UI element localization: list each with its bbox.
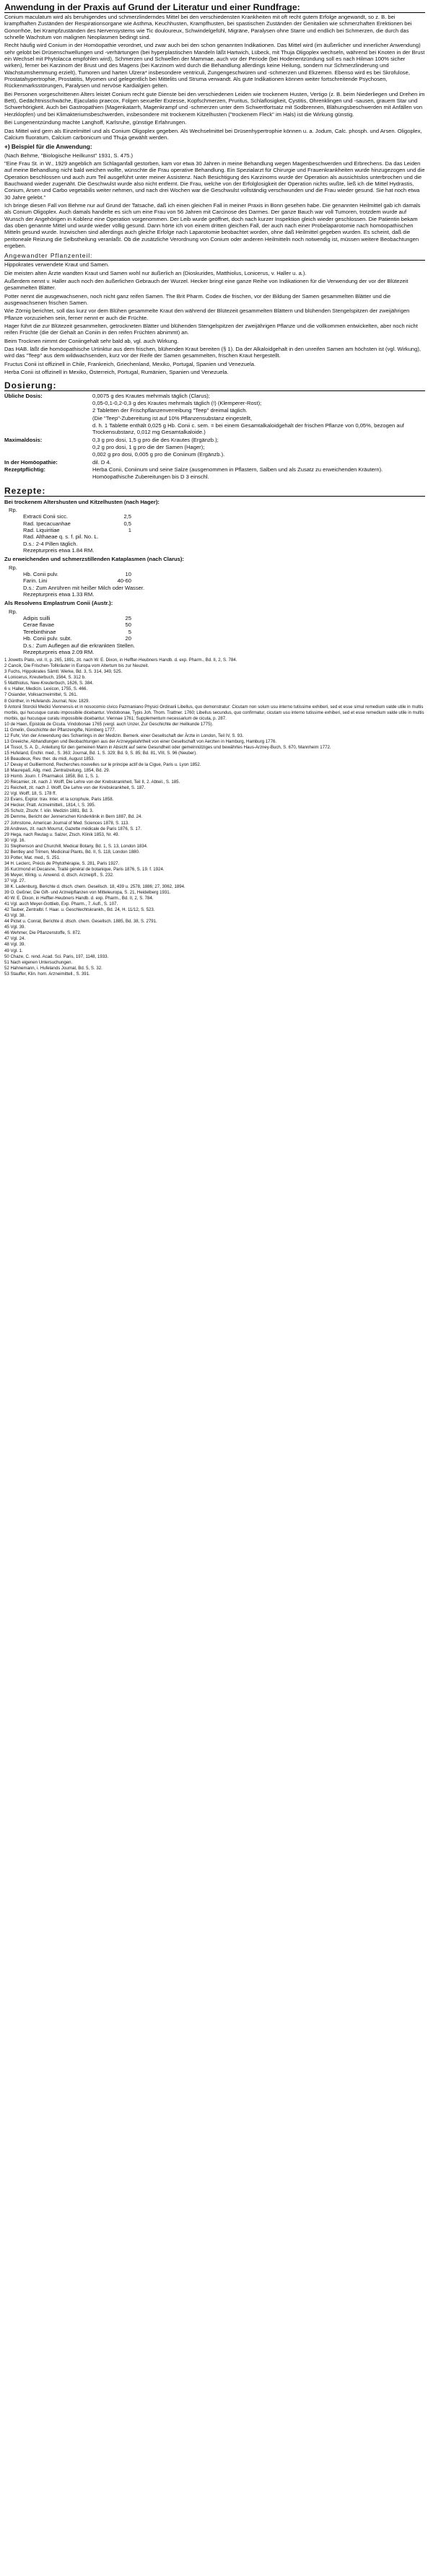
recipe-line xyxy=(9,642,425,649)
reference-item: 6 v. Haller, Medicin. Lexicon, 1755, S. 466. xyxy=(4,686,88,692)
plant-part-heading: Angewandter Pflanzenteil: xyxy=(4,252,425,261)
ingredient-name: Terebinthinae xyxy=(23,628,56,635)
ingredient-name: Rezepturpreis etwa 2.09 RM. xyxy=(23,648,95,655)
ingredient-quantity: 25 xyxy=(125,615,131,622)
recipe-line xyxy=(9,621,425,628)
recipe-line xyxy=(9,513,425,520)
recipe-line xyxy=(9,571,425,577)
reference-item: 20 Récamier, zit. nach J. Wolff, Die Lehre von der Krebskrankheit, Teil II, 2. Abteil., S. 185. xyxy=(4,780,180,785)
reference-item: 39 O. Geßner, Die Gift- und Arzneipflanzen von Mitteleuropa, S. 21, Heidelberg 1931. xyxy=(4,890,171,896)
example-block xyxy=(4,144,425,249)
intro-paragraph: Conium maculatum wird als beruhigendes und schmerzlinderndes Mittel bei den verschiedensten Krankheiten mit oft recht gutem Erfolge angewandt, so z. B. bei krampfhaften Zuständen der Respirationsorgane wie Asthma, Keuchhusten, Krampfhusten, bei spastischen Zuständen der Genitalien wie schmerzhaften Erektionen bei Gonorrhöe, bei Krampfzuständen des Nervensystems wie Tic douloureux, Schwindelgefühl, Migräne, Paralysen ohne Starre und endlich bei Schmerzen, die durch das schnelle Wachstum von malignen Neoplasmen bedingt sind. xyxy=(4,14,412,41)
document-page xyxy=(4,0,425,977)
ingredient-quantity: 0,5 xyxy=(123,520,131,527)
reference-item: 12 Fuhr, Von der Anwendung des Schierlings in der Medizin. Bemerk. einer Gesellschaft der Ärzte in London, Teil IV, S. 93. xyxy=(4,733,244,738)
dosage-row xyxy=(4,466,425,481)
reference-item: 1 Jowetts Plato, vol. II, p. 265, 1891, zit. nach W. E. Dixon, in Heffter-Heubners Handb. d. exp. Pharm., Bd. II, 2, S. 784. xyxy=(4,658,237,663)
reference-item: 13 Greeiche, Abhandlungen und Beobachtungen aus der Arzneygelahrtheit von einer Gesellschaft von Aerzten in Hamburg, Hamburg 1776. xyxy=(4,738,277,744)
recipe-line xyxy=(9,527,425,533)
recipes-list xyxy=(4,499,425,656)
dosage-line: 0,2 g pro dosi, 1 g pro die der Samen (Hager); xyxy=(92,443,205,450)
recipe-line xyxy=(9,615,425,621)
ingredient-quantity: 50 xyxy=(125,621,131,629)
reference-item: 7 Osiander, Volksarzneimittel, S. 261. xyxy=(4,692,78,698)
plant-part-paragraph: Hager führt die zur Blütezeit gesammelten, getrockneten Blätter und blühenden Stengelspitzen der zweijährigen Pflanze und die vollkommen entwickelten, aber noch nicht reifen Früchte (die der Gehalt an Coniin in den reifen Früchten abnimmt) an. xyxy=(4,323,418,336)
reference-item: 50 Chaze, C. rend. Acad. Sci. Paris, 197, 1148, 1933. xyxy=(4,953,109,959)
recipes-heading: Rezepte: xyxy=(4,486,425,497)
ingredient-name: Hb. Conii pulv. xyxy=(23,571,58,578)
reference-item: 18 Maurepaß, Allg. med. Zentralzeitung, 1854, Bd. 29. xyxy=(4,768,110,774)
ingredient-quantity: 5 xyxy=(128,628,131,635)
ingredient-quantity: 1 xyxy=(128,527,131,533)
recipe-line xyxy=(9,585,425,591)
dosage-row xyxy=(4,437,425,459)
reference-item: 47 Vgl. 24. xyxy=(4,936,26,942)
ingredient-name: Cerae flavae xyxy=(23,621,55,629)
reference-item: 5 Matthiolus, New-Kreuterbuch, 1626, S. 384. xyxy=(4,681,94,686)
dosage-row xyxy=(4,393,425,437)
recipe-title: Zu erweichenden und schmerzstillenden Kataplasmen (nach Clarus): xyxy=(4,556,184,563)
dosage-label: Übliche Dosis: xyxy=(4,392,43,399)
intro-paragraph: Bei Personen vorgeschrittenen Alters leistet Conium recht gute Dienste bei den verschiedenen Leiden wie trockenem Husten, Vertigo (z. B. beim Niederliegen und Drehen im Bett), Gedächtnisschwäche, Ejaculatio praecox, Folgen sexueller Exzesse, Kopfschmerzen, Pruritus, Schlaflosigkeit, Cystitis, Ohrenklingen und -sausen, grauem Star und Schwerhörigkeit. Auch bei Gastropathien (Magenkatarrh, Magenkrampf und -schmerzen unter dem Schwertfortsatz mit Sodbrennen, Blähungsbeschwerden mit Anfällen von Herzklopfen) und bei Klimakteriumsbeschwerden, insbesondere mit trockenem Kitzelhusten ("trockenem Fleck" im Hals) ist die Wirkung günstig. xyxy=(4,90,425,118)
ingredient-name: Farin. Lini xyxy=(23,577,48,585)
dosage-line: 0,002 g pro dosi, 0,005 g pro die Coniinum (Ergänzb.). xyxy=(92,451,225,458)
reference-item: 17 Devay et Guilliermond, Recherches nouvelles sur le principe actif de la Cigue, Paris u. Lyon 1852. xyxy=(4,762,201,768)
dosage-label: In der Homöopathie: xyxy=(4,458,58,466)
reference-item: 27 Johnstone, American Journal of Med. Sciences 1878, S. 113. xyxy=(4,820,129,826)
recipe-line xyxy=(9,507,425,513)
plant-part-paragraph: Außerdem nennt v. Haller auch noch den äußerlichen Gebrauch der Wurzel. Hecker bringt eine ganze Reihe von Indikationen für die Verwendung der vor der Blütezeit gesammelten Blätter. xyxy=(4,278,409,292)
ingredient-quantity: 40-60 xyxy=(117,577,131,585)
recipe-body xyxy=(4,608,425,655)
ingredient-quantity: 2,5 xyxy=(123,513,131,520)
reference-item: 53 Stauffer, Klin. hom. Arzneimittell., S. 391. xyxy=(4,971,90,977)
reference-item: 11 Gmelin, Geschichte der Pflanzengifte, Nürnberg 1777. xyxy=(4,727,116,733)
ingredient-name: Rp. xyxy=(9,564,17,571)
reference-item: 16 Beaudeux, Rev. ther. du midi, August 1853. xyxy=(4,756,95,761)
reference-item: 44 Pictet u. Conrat, Berichte d. dtsch. chem. Gesellsch. 1885, Bd. 38, S. 2791. xyxy=(4,919,157,925)
intro-paragraph: Bei Lungenentzündung machte Langhoff, Karlsruhe, günstige Erfahrungen. xyxy=(4,119,187,126)
dosage-line: Herba Conii, Coniinum und seine Salze (ausgenommen in Pflastern, Salben und als Zusatz zu erweichenden Kräutern). xyxy=(92,466,383,473)
reference-item: 37 Vgl. 27. xyxy=(4,878,26,883)
dosage-label: Rezeptpflichtig: xyxy=(4,466,45,473)
ingredient-name: D.s.: Zum Auflegen auf die erkrankten Stellen. xyxy=(23,642,135,649)
reference-item: 15 Hufeland, Enchir. med., S. 363; Journal, Bd. 1, S. 329; Bd. 9, S. 85; Bd. 81, VIII, S. 96 (Neuber). xyxy=(4,750,197,756)
dosage-heading: Dosierung: xyxy=(4,380,425,391)
reference-item: 26 Demme, Bericht der Jennerschen Kinderklinik in Bern 1887, Bd. 24. xyxy=(4,814,143,820)
example-heading: +) Beispiel für die Anwendung: xyxy=(4,143,92,151)
ingredient-name: Rad. Liquiritiae xyxy=(23,527,60,533)
plant-part-paragraph: Potter nennt die ausgewachsenen, noch nicht ganz reifen Samen. The Brit Pharm. Codex die frischen, vor der Bildung der Samen gesammelten Blätter und die ausgewachsenen frischen Samen. xyxy=(4,292,391,307)
reference-item: 35 Kurzmond et Decaisne, Traité général de botanique, Paris 1876, S. 19. f. 1924. xyxy=(4,866,165,872)
example-paragraph: Ich bringe diesen Fall von Behme nur auf Grund der Tatsache, daß ich einen gleichen Fall in meiner Praxis in Bonn gesehen habe. Die genannten Heilmittel gab ich damals als Conium Oligoplex. Auch damals handelte es sich um eine Frau von 56 Jahren mit Carcinose des Darmes. Der ganze Bauch war voll Tumoren, trotzdem wurde auf Wunsch der Angehörigen in Koblenz eine Operation vorgenommen. Der Leib wurde geöffnet, doch nach kurzer Inspektion gleich wieder geschlossen. Die Patientin bekam das oben genannte Mittel und wurde wieder völlig gesund. Dann hörte ich von einem dritten gleichen Fall, der auch nach einer Probelaparotomie nach homöopathischen Mitteln gesund wurde. Inzwischen sind allerdings auch gleiche Erfolge nach Laparotomie beobachtet worden, ohne daß Heilmittel gegeben wurden. Es scheint, daß die peritoneale Reizung die Selbstheilung veranlaßt. Ob die zusätzliche Verordnung von Conium oder anderen Heilmitteln noch notwendig ist, müssen weitere Beobachtungen ergeben. xyxy=(4,201,421,249)
ingredient-name: Hb. Conii pulv. subt. xyxy=(23,635,72,642)
dosage-line: 0,0075 g des Krautes mehrmals täglich (Clarus); xyxy=(92,392,210,399)
plant-part-paragraph: Das HAB. läßt die homöopathische Urtinktur aus dem frischen, blühenden Kraut bereiten (§ 1). Da der Alkaloidgehalt in den unreifen Samen am höchsten ist (vgl. Wirkung), wird das "Teep" aus dem wildwachsenden, kurz vor der Reife der Samen gesammelten, frischen Kraut hergestellt. xyxy=(4,346,422,359)
ingredient-name: Rezepturpreis etwa 1.84 RM. xyxy=(23,547,95,554)
recipe-line xyxy=(9,635,425,642)
reference-item: 52 Hahnemann, i. Hufelands Journal, Bd. 5, S. 32. xyxy=(4,965,102,971)
plant-part-paragraph: Hippokrates verwendete Kraut und Samen. xyxy=(4,261,110,268)
references-list xyxy=(4,658,425,977)
recipe-line xyxy=(9,629,425,635)
reference-item: 23 Evans, Explor. trav. Inter. et la scrophule, Paris 1858. xyxy=(4,797,114,803)
dosage-line: 0,3 g pro dosi, 1,5 g pro die des Krautes (Ergänzb.); xyxy=(92,436,219,443)
ingredient-name: Adipis suilli xyxy=(23,615,51,622)
ingredient-name: Extracti Conii sicc. xyxy=(23,513,69,520)
reference-item: 19 Homb. Journ. f. Pharmakol. 1858, Bd. 1, S. 1. xyxy=(4,774,100,780)
recipe-body xyxy=(4,507,425,554)
recipe-line xyxy=(9,649,425,655)
reference-item: 45 Vgl. 39. xyxy=(4,925,26,930)
reference-item: 41 Vgl. auch Meyer-Gottlieb, Exp. Pharm., 7. Aufl., S. 107. xyxy=(4,901,118,907)
ingredient-name: D.s.: Zum Anrühren mit heißer Milch oder Wasser. xyxy=(23,584,145,591)
reference-item: 49 Vgl. 1. xyxy=(4,948,23,953)
recipe-body xyxy=(4,564,425,598)
reference-item: 30 Vgl. 16. xyxy=(4,837,26,843)
reference-item: 9 Antonii Storckii Medici Viennensis et in nosocomio civico Pazmaniano Physici Ordinarii Libellus, quo demonstratur: Cicutam non solum usu interno tutissime exhiberi, sed et esse simul remedium valde utile in multis morbis, qui hucusque curatu impossibile dicebantur. Vindobonae, Typis Joh. Thom. Trattner. 1760; Libellus secundus, quo confirmatur, cicutam usu interno tutissime exhiberi, sed et esse remedium valde utile in multis morbis, qui hucusque curatu impossibile dicebantur. Viennae 1761; Supplementum necessarium de cicuta, p. 287. xyxy=(4,704,424,721)
reference-item: 51 Nach eigenen Untersuchungen. xyxy=(4,959,73,965)
dosage-line: d. h. 1 Tablette enthält 0,025 g Hb. Conii c. sem. = bei einem Gesamtalkaloidgehalt der frischen Pflanze von 0,05%, bezogen auf Trockensubstanz, 0,012 mg Gesamtalkaloide.) xyxy=(92,422,404,436)
reference-item: 3 Fuchs, Hippokrates Sämtl. Werke, Bd. 3, S. 314, 349, 525. xyxy=(4,669,123,675)
ingredient-name: Rezepturpreis etwa 1.33 RM. xyxy=(23,591,95,598)
recipe-line xyxy=(9,547,425,554)
reference-item: 21 Reichelt, zit. nach J. Wolff, Die Lehre von der Krebskrankheit, S. 187. xyxy=(4,785,146,791)
reference-item: 14 Tissot, S. A. D., Anleitung für den gemeinen Mann in Absicht auf seine Gesundheit oder gemeinnütziges und bewährtes Haus-Arzney-Buch, S. 670, Mannheim 1772. xyxy=(4,744,331,750)
reference-item: 33 Potter, Mat. med., S. 251. xyxy=(4,855,61,860)
plant-part-paragraph: Wie Zörnig berichtet, soll das kurz vor dem Blühen gesammelte Kraut den während der Blütezeit gesammelten Blättern und blühenden Stengelspitzen der zweijährigen Pflanze vorzuziehen sein, ferner nennt er auch die Früchte. xyxy=(4,307,410,321)
ingredient-name: Rp. xyxy=(9,608,17,615)
recipe-line xyxy=(9,541,425,547)
ingredient-name: Rad. Ipecacuanhae xyxy=(23,520,71,527)
intro-paragraph: Recht häufig wird Conium in der Homöopathie verordnet, und zwar auch bei den schon genannten Indikationen. Das Mittel wird (im äußerlicher und innerlicher Anwendung) sehr gelobt bei Drüsenschwellungen und -verhärtungen (bei hyperplastischen Mandeln läßt Hartwich, Lübeck, mit Thuja Oligoplex wechseln, während bei Knoten in der Brust ein Wechsel mit Phytolacca empfohlen wird), Schmerzen und Schwellen der Mammae, auch vor der Periode (bei Hodenentzündung soll es nach Hilman 100% sicher wirken), ferner bei Karzinom der Brust und des Magens (bei Karzinom wird durch die Behandlung allerdings keine Heilung, sondern nur Schmerzlinderung und Wachstumshemmung erzielt), Tumoren und harten Ulzera* insbesondere ventriculi, Zungengeschwüren und -schmerzen und Ekzemen. Ebenso wird es bei Skrofulose, Prostatahypertrophie, Prostatitis, Myomen und gelegentlich bei Mittelits und Struma verwandt. Als gute Indikationen können weiter fortschreitende Psychosen, Rückenmarksstörungen, Paralysen und nervöse Kardialgien gelten. xyxy=(4,42,425,89)
reference-item: 8 Günther, in Hufelands Journal, Nov. 1829. xyxy=(4,698,90,704)
reference-item: 22 Vgl. Wolff, 18, S. 178 ff. xyxy=(4,791,57,797)
ingredient-name: Rad. Althaeae q. s. f. pil. No. L. xyxy=(23,533,99,541)
ingredient-quantity: 10 xyxy=(125,571,131,578)
recipe-title: Als Resolvens Emplastrum Conii (Austr.): xyxy=(4,600,113,607)
recipe-line xyxy=(9,577,425,584)
reference-item: 36 Meyer, Wirkg. u. Anwend. d. dtsch. Arzneipfl., S. 232. xyxy=(4,872,114,878)
recipe-line xyxy=(9,591,425,598)
reference-item: 31 Stephenson and Churchill, Medical Botany, Bd. 1, S. 13, London 1834. xyxy=(4,843,148,849)
ingredient-name: D.s.: 2-4 Pillen täglich. xyxy=(23,540,78,547)
dosage-line: 0,05-0,1-0,2-0,3 g des Krautes mehrmals täglich (!) (Klemperer-Rost); xyxy=(92,399,262,406)
recipe-line xyxy=(9,608,425,615)
reference-item: 4 Lonicerus, Kreuterbuch, 1564, S. 312 b. xyxy=(4,675,86,681)
recipe-line xyxy=(9,520,425,527)
example-paragraph: "Eine Frau St. in W., 1929 angeblich am Schlaganfall gestorben, kam vor etwa 30 Jahren in meine Behandlung wegen Magenbeschwerden und Erbrechens. Da das Leiden auf meine Behandlung nicht bald weichen wollte, wünschte die Frau operative Behandlung. Ein Spezialarzt für Chirurgie und Frauenkrankheiten wurde hinzugezogen und die Operation beschlossen und auch zum Teil ausgeführt unter meiner Assistenz. Nach Besichtigung des Karzinoms wurde der Operation als aussichtslos unterbrochen und die Bauchwand wieder zugenäht. Die Geschwulst wurde also nicht entfernt. Die Frau, welche von der Erfolglosigkeit der Operation nichts wußte, ließ ich die Mittel Hydrastis, Conium, Arsen und Carbo vegetabilis weiter nehmen, und nach drei Wochen war die Geschwulst vollständig verschwunden und die Frau wieder gesund. Sie hat noch etwa 30 Jahre gelebt." xyxy=(4,160,425,201)
reference-item: 46 Wehmer, Die Pflanzenstoffe, S. 872. xyxy=(4,930,82,936)
intro-paragraph: Das Mittel wird gern als Einzelmittel und als Conium Oligoplex gegeben. Als Wechselmittel bei Drüsenhypertrophie können u. a. Jodum, Calc. phosph. und Arsen. Oligoplex, Calcium fluoratum, Calcium carbonicum und Thuja gewählt werden. xyxy=(4,127,422,141)
reference-item: 40 W. E. Dixon, in Heffter-Heubners Handb. d. exp. Pharm., Bd. II, 2, S. 784. xyxy=(4,896,154,901)
ingredient-name: Rp. xyxy=(9,506,17,513)
intro-text xyxy=(4,14,425,141)
dosage-line: (Die "Teep"-Zubereitung ist auf 10% Pflanzensubstanz eingestellt, xyxy=(92,414,253,422)
plant-part-paragraph: Herba Conii ist offizinell in Mexiko, Österreich, Portugal, Rumänien, Spanien und Venezuela. xyxy=(4,369,229,376)
dosage-line: 2 Tabletten der Frischpflanzenverreibung "Teep" dreimal täglich. xyxy=(92,407,248,414)
reference-item: 38 K. Ladenburg, Berichte d. dtsch. chem. Gesellsch. 18, 439 u. 2578, 1886; 27, 3062, 1894. xyxy=(4,884,185,890)
reference-item: 48 Vgl. 39. xyxy=(4,942,26,948)
dosage-table xyxy=(4,393,425,481)
plant-part-paragraph: Fructus Conii ist offizinell in Chile, Frankreich, Griechenland, Mexiko, Portugal, Spanien und Venezuela. xyxy=(4,360,256,367)
reference-item: 29 Hega, nach Reutag u. Salzer, Ztsch. Klinik 1853, Nr. 49. xyxy=(4,831,120,837)
dosage-line: dil. D 4. xyxy=(92,458,111,466)
plant-part-text xyxy=(4,261,425,375)
reference-item: 25 Schulz, Ztschr. f. klin. Medizin 1881, Bd. 3. xyxy=(4,808,94,814)
dosage-row xyxy=(4,459,425,466)
reference-item: 32 Bentley and Trimen, Medicinal Plants, Bd. II, S. 118, London 1880. xyxy=(4,849,140,855)
dosage-line: Homöopathische Zubereitungen bis D 3 einschl. xyxy=(92,473,209,481)
reference-item: 10 de Haen, Epistola de Cicuta. Vindobonae 1765 (vergl. auch Unzer, Zur Geschichte der Heilkunde 1775). xyxy=(4,721,214,727)
plant-part-paragraph: Die meisten alten Ärzte wandten Kraut und Samen wohl nur äußerlich an (Dioskurides, Matthiolus, Lonicerus, v. Haller u. a.). xyxy=(4,269,307,276)
reference-item: 24 Hecker, Pratt. Arzneimittell., 1814, I, S. 395. xyxy=(4,803,96,808)
recipe-title: Bei trockenem Altershusten und Kitzelhusten (nach Hager): xyxy=(4,498,160,505)
ingredient-quantity: 20 xyxy=(125,635,131,642)
reference-item: 43 Vgl. 38. xyxy=(4,913,26,919)
dosage-label: Maximaldosis: xyxy=(4,436,43,443)
example-source: (Nach Behme, "Biologische Heilkunst" 1931, S. 475.) xyxy=(4,152,134,159)
section-title: Anwendung in der Praxis auf Grund der Literatur und einer Rundfrage: xyxy=(4,0,425,13)
reference-item: 34 H. Leclerc, Précis de Phytothérapie, S. 281, Paris 1927. xyxy=(4,860,120,866)
reference-item: 42 Tauber, Zentralbl. f. Haar. u. Geschlechtskrankh., Bd. 24, H. 11/12, S. 523. xyxy=(4,907,155,913)
reference-item: 2 Cancik, Die Frischen-Tollkräuter in Europa vom Altertum bis zur Neuzeit. xyxy=(4,663,149,669)
reference-item: 28 Andrews, zit. nach Mourrut, Gazette médicale de Paris 1876, S. 17. xyxy=(4,826,142,831)
recipe-line xyxy=(9,533,425,540)
plant-part-paragraph: Beim Trocknen nimmt der Coniingehalt sehr bald ab, vgl. auch Wirkung. xyxy=(4,337,179,344)
recipe-line xyxy=(9,564,425,571)
